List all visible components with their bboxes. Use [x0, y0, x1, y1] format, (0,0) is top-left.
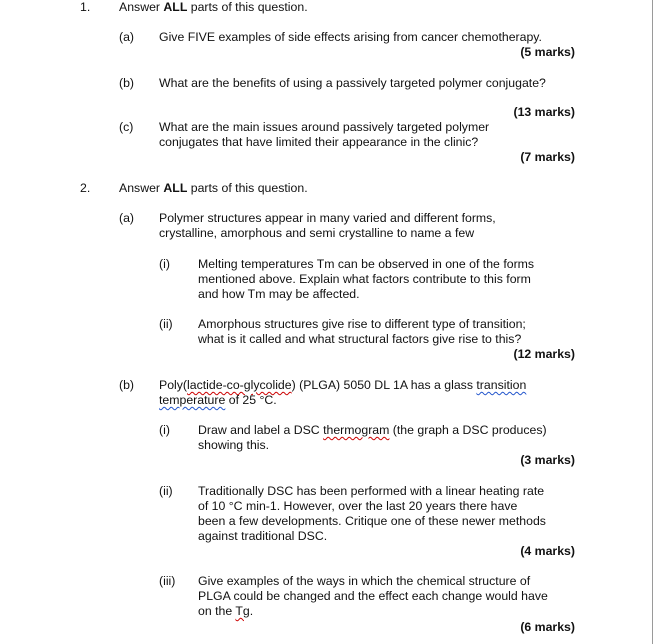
q1c-marks: (7 marks) — [520, 150, 575, 164]
q2b-iii-line3: on the Tg. — [198, 604, 254, 618]
q2b-ii-line1: Traditionally DSC has been performed with a linear heating rate — [198, 484, 545, 498]
q2a-line2: crystalline, amorphous and semi crystalline to name a few — [159, 226, 475, 240]
q2a-ii-line1: Amorphous structures give rise to different type of transition; — [198, 317, 526, 331]
q2b-iii-line1: Give examples of the ways in which the chemical structure of — [198, 574, 531, 588]
q2b-i-line1: Draw and label a DSC thermogram (the graph a DSC produces) — [198, 423, 547, 437]
q1-number: 1. — [80, 0, 91, 14]
q2a-i-line1: Melting temperatures Tm can be observed in one of the forms — [198, 257, 535, 271]
q2b-ii-label: (ii) — [159, 484, 173, 498]
q1b-label: (b) — [119, 76, 135, 90]
q2b-i-line2: showing this. — [198, 438, 270, 452]
q1b-marks: (13 marks) — [513, 105, 575, 119]
q2b-ii-line2: of 10 °C min-1. However, over the last 20 years there have — [198, 499, 518, 513]
q2b-line1: Poly(lactide-co-glycolide) (PLGA) 5050 DL 1A has a glass transition — [159, 378, 527, 392]
q2b-line2: temperature of 25 °C. — [159, 393, 277, 407]
q2b-label: (b) — [119, 378, 135, 392]
q2-number: 2. — [80, 181, 91, 195]
q2a-marks: (12 marks) — [513, 347, 575, 361]
q2b-iii-line2: PLGA could be changed and the effect each change would have — [198, 589, 548, 603]
q2b-iii-label: (iii) — [159, 574, 176, 588]
q2b-ii-line4: against traditional DSC. — [198, 529, 328, 543]
q1a-marks: (5 marks) — [520, 45, 575, 59]
q2-instruction: Answer ALL parts of this question. — [119, 181, 308, 195]
q1c-line1: What are the main issues around passively targeted polymer — [159, 120, 490, 134]
q2b-ii-marks: (4 marks) — [520, 544, 575, 558]
q2a-ii-line2: what is it called and what structural factors give rise to this? — [198, 332, 522, 346]
q2a-i-line3: and how Tm may be affected. — [198, 287, 360, 301]
q2a-ii-label: (ii) — [159, 317, 173, 331]
q2b-i-marks: (3 marks) — [520, 453, 575, 467]
q2b-ii-line3: been a few developments. Critique one of these newer methods — [198, 514, 546, 528]
q2b-i-label: (i) — [159, 423, 170, 437]
q2a-label: (a) — [119, 211, 135, 225]
q1c-label: (c) — [119, 120, 134, 134]
q1b-text: What are the benefits of using a passively targeted polymer conjugate? — [159, 76, 546, 90]
q2b-iii-marks: (6 marks) — [520, 620, 575, 634]
q2a-line1: Polymer structures appear in many varied and different forms, — [159, 211, 496, 225]
q1a-label: (a) — [119, 30, 135, 44]
q2a-i-line2: mentioned above. Explain what factors contribute to this form — [198, 272, 531, 286]
q1-instruction: Answer ALL parts of this question. — [119, 0, 308, 14]
q2a-i-label: (i) — [159, 257, 170, 271]
q1a-text: Give FIVE examples of side effects arising from cancer chemotherapy. — [159, 30, 542, 44]
q1c-line2: conjugates that have limited their appearance in the clinic? — [159, 135, 479, 149]
